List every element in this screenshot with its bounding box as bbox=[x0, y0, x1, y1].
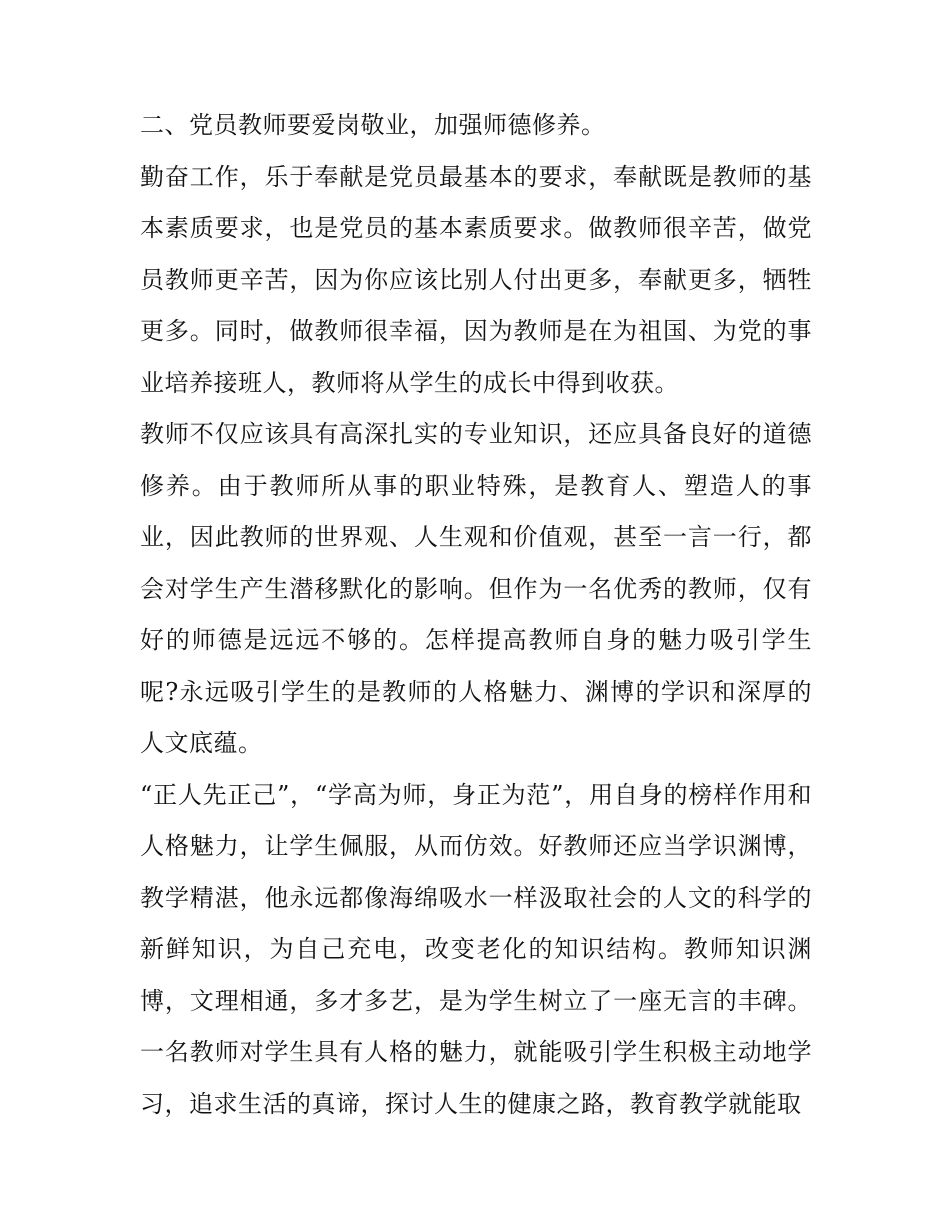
document-page bbox=[140, 100, 812, 1130]
paragraph-ethics: 教师不仅应该具有高深扎实的专业知识，还应具备良好的道德修养。由于教师所从事的职业特殊，是教育人、塑造人的事业，因此教师的世界观、人生观和价值观，甚至一言一行，都会对学生产生潜移默化的影响。但作为一名优秀的教师，仅有好的师德是远远不够的。怎样提高教师自身的魅力吸引学生呢?永远吸引学生的是教师的人格魅力、渊博的学识和深厚的人文底蕴。 bbox=[140, 420, 812, 757]
section-heading: 二、党员教师要爱岗敬业，加强师德修养。 bbox=[140, 111, 606, 139]
paragraph-role-model: “正人先正己”，“学高为师，身正为范”，用自身的榜样作用和人格魅力，让学生佩服，从而仿效。好教师还应当学识渊博，教学精湛，他永远都像海绵吸水一样汲取社会的人文的科学的新鲜知识，为自己充电，改变老化的知识结构。教师知识渊博，文理相通，多才多艺，是为学生树立了一座无言的丰碑。一名教师对学生具有人格的魅力，就能吸引学生积极主动地学习，追求生活的真谛，探讨人生的健康之路，教育教学就能取 bbox=[140, 780, 812, 1118]
paragraph-dedication: 勤奋工作，乐于奉献是党员最基本的要求，奉献既是教师的基本素质要求，也是党员的基本素质要求。做教师很辛苦，做党员教师更辛苦，因为你应该比别人付出更多，奉献更多，牺牲更多。同时，做教师很幸福，因为教师是在为祖国、为党的事业培养接班人，教师将从学生的成长中得到收获。 bbox=[140, 162, 812, 397]
